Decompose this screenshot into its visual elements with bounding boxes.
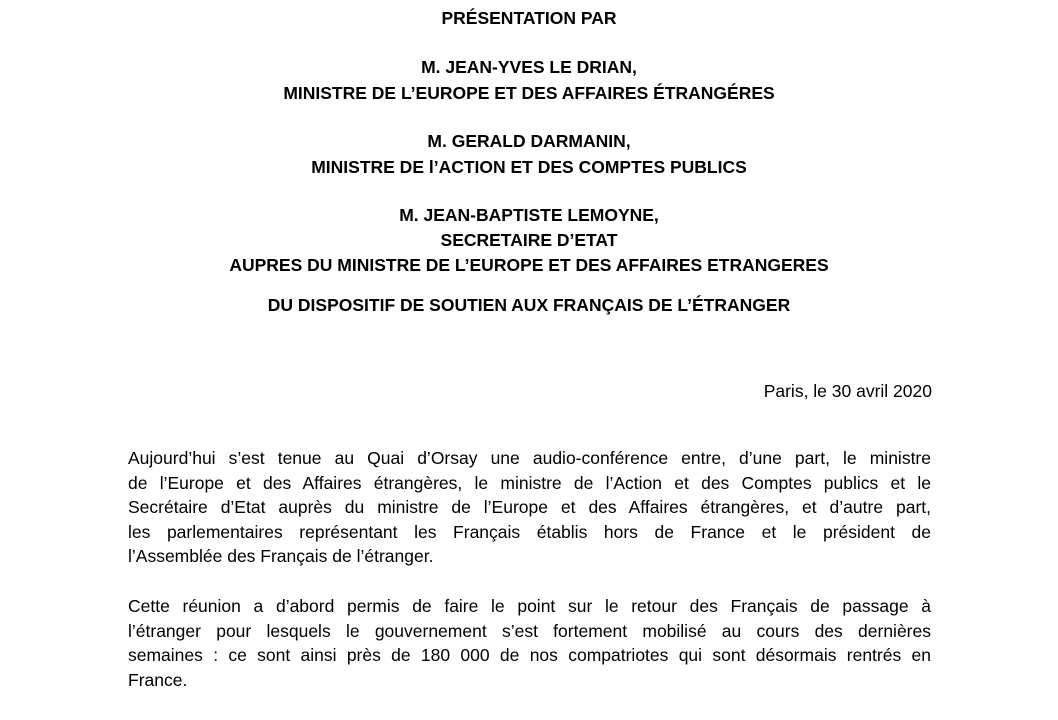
- paragraph-1-line: Aujourd’hui s’est tenue au Quai d’Orsay une audio-conférence entre, d’une part, le ministre: [128, 448, 931, 468]
- minister1-title: MINISTRE DE L’EUROPE ET DES AFFAIRES ÉTRANGÉRES: [283, 83, 775, 103]
- paragraph-2-line: Cette réunion a d’abord permis de faire le point sur le retour des Français de passage à: [128, 596, 931, 616]
- paragraph-1-line: les parlementaires représentant les Français établis hors de France et le président de: [128, 521, 931, 542]
- paragraph-2: [128, 594, 931, 692]
- minister1-name: M. JEAN-YVES LE DRIAN,: [421, 57, 637, 77]
- paragraph-1-line: l’Assemblée des Français de l’étranger.: [128, 546, 434, 566]
- paragraph-2-line: France.: [128, 669, 188, 690]
- paragraph-1-line: Secrétaire d’Etat auprès du ministre de l’Europe et des Affaires étrangères, et d’autre part,: [128, 497, 931, 517]
- subject-heading: DU DISPOSITIF DE SOUTIEN AUX FRANÇAIS DE L’ÉTRANGER: [267, 295, 791, 315]
- paragraph-2-line: l’étranger pour lesquels le gouvernement s’est fortement mobilisé au cours des dernières: [128, 620, 931, 641]
- paragraph-2-line: semaines : ce sont ainsi près de 180 000 de nos compatriotes qui sont désormais rentrés en: [128, 645, 931, 665]
- paragraph-1: [128, 446, 931, 569]
- minister3-title-line2: AUPRES DU MINISTRE DE L’EUROPE ET DES AFFAIRES ETRANGERES: [229, 255, 829, 275]
- minister3-title-line1: SECRETAIRE D’ETAT: [440, 230, 618, 250]
- minister2-name: M. GERALD DARMANIN,: [427, 131, 631, 151]
- minister3-name: M. JEAN-BAPTISTE LEMOYNE,: [399, 205, 659, 225]
- minister2-title: MINISTRE DE l’ACTION ET DES COMPTES PUBLICS: [311, 157, 747, 177]
- date-line: Paris, le 30 avril 2020: [763, 381, 932, 401]
- paragraph-1-line: de l’Europe et des Affaires étrangères, le ministre de l’Action et des Comptes publics et le: [128, 472, 931, 493]
- presentation-heading: PRÉSENTATION PAR: [441, 8, 617, 28]
